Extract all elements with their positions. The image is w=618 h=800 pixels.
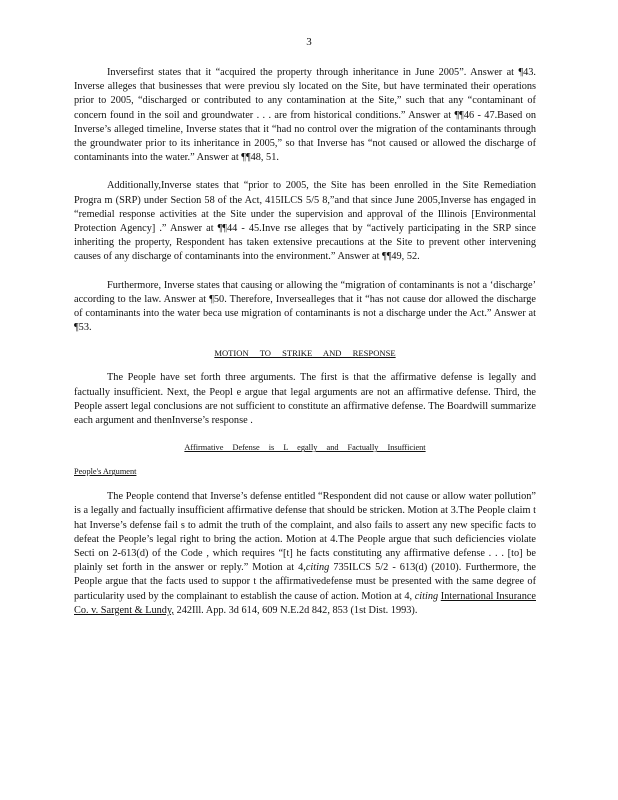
paragraph-text: 735ILCS 5/2 - 613(d) (2010). Furthermore, the People argue that the facts used to suppor t the affirmativedefense must be presented with the same degree of particularity used by the complainant to establish the cause of action. Motion at 4, xyxy=(74,562,537,602)
paragraph-text: The People contend that Inverse’s defense entitled “Respondent did not cause or allow water pollution” is a legally and factually insufficient affirmative defense that should be stricken. Motion at 3.The People claim t hat Inverse’s defense fail s to admit the truth of the complaint, and also fails to assert any new specific facts to defeat the People’s legal right to bring the action. Motion at 4.The People argue that such deficiencies violate Secti on 2-613(d) of the Code , which requires “[t] he facts constituting any affirmative defense . . . [to] be plainly set forth in the answer or reply.” Motion at 4, xyxy=(74,491,536,574)
section-gap xyxy=(74,428,536,442)
section-gap xyxy=(74,478,536,490)
subsection-heading-peoples-argument: People's Argument xyxy=(74,467,137,477)
paragraph-three-arguments: The People have set forth three arguments. The first is that the affirmative defense is legally and factually insufficient. Next, the Peopl e argue that legal arguments are not an affirmative defense. Third, the People assert legal conclusions are not sufficient to constitute an affirmative defense. The Boardwill summarize each argument and thenInverse’s response . xyxy=(74,372,536,427)
section-gap xyxy=(74,454,536,466)
document-body xyxy=(74,66,536,618)
paragraph-gap xyxy=(74,265,536,279)
paragraph-inheritance: Inversefirst states that it “acquired the property through inheritance in June 2005”. Answer at ¶43. Inverse alleges that businesses that were previou sly located on the Site, but have terminated their operations prior to 2005, “discharged or contributed to any contamination at the Site,” such that any “contaminant of concern found in the soil and groundwater . . . are from historical conditions.” Answer at ¶¶46 - 47.Based on Inverse’s alleged timeline, Inverse states that it “had no control over the migration of the contaminants through the groundwater prior to its inheritance in 2005,” so that Inverse has “not caused or allowed the discharge of contaminants into the water.” Answer at ¶¶48, 51. xyxy=(74,67,536,164)
paragraph-text: 242Ill. App. 3d 614, 609 N.E.2d 842, 853 (1st Dist. 1993). xyxy=(174,604,418,616)
section-gap xyxy=(74,359,536,371)
section-gap xyxy=(74,335,536,347)
paragraph-gap xyxy=(74,165,536,179)
paragraph-srp: Additionally,Inverse states that “prior to 2005, the Site has been enrolled in the Site Remediation Progra m (SRP) under Section 58 of the Act, 415ILCS 5/5 8,”and that since June 2005,Inverse has engaged in “remedial response activities at the Site under the supervision and approval of the Illinois [Environmental Protection Agency] .” Answer at ¶¶44 - 45.Inve rse alleges that by “actively participating in the SRP since inheriting the property, Respondent has taken extensive precautions at the Site to prevent other intervening causes of any discharge of contaminants into the environment.” Answer at ¶¶49, 52. xyxy=(74,180,536,263)
citing-signal: citing xyxy=(414,590,439,602)
citing-signal: citing xyxy=(305,562,330,574)
page-number: 3 xyxy=(306,36,312,48)
paragraph-migration: Furthermore, Inverse states that causing or allowing the “migration of contaminants is not a ‘discharge’ according to the law. Answer at ¶50. Therefore, Inversealleges that it “has not cause dor allowed the discharge of contaminants into the water beca use migration of contaminants is not a discharge under the Act.” Answer at ¶53. xyxy=(74,279,536,334)
paragraph-peoples-contention xyxy=(74,490,536,618)
section-heading-motion: MOTION TO STRIKE AND RESPONSE xyxy=(214,348,396,359)
case-citation: International Insurance Co. v. Sargent & Lundy, xyxy=(74,590,536,616)
subsection-heading-affirmative: Affirmative Defense is L egally and Factually Insufficient xyxy=(184,443,426,453)
